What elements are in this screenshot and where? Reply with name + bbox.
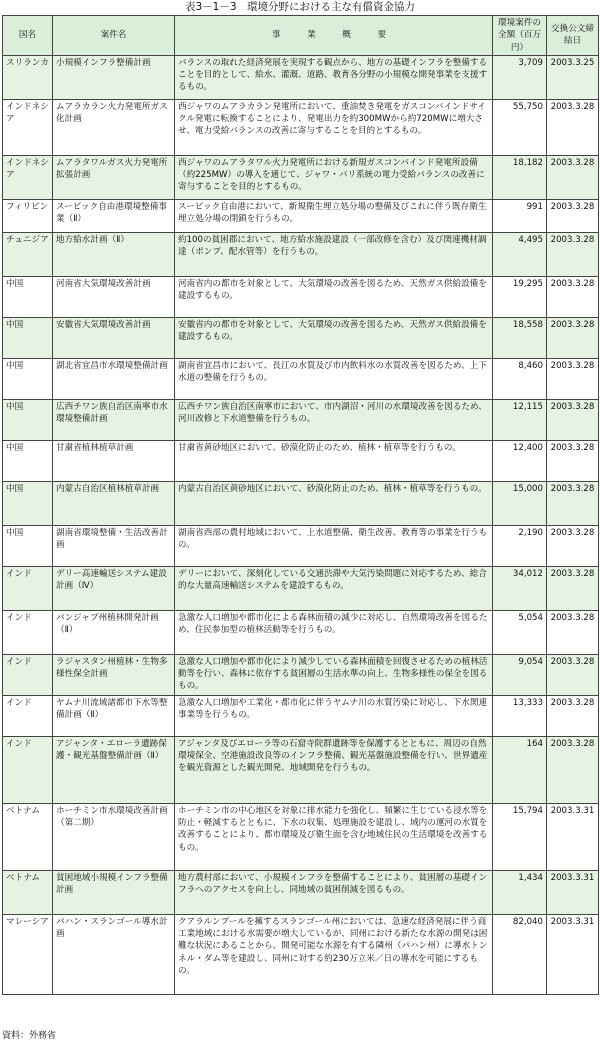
project-cell: デリー高速輸送システム建設計画（Ⅳ） — [53, 566, 175, 610]
summary-cell: 地方農村部において、小規模インフラを整備することにより、貧困層の基礎インフラへのアクセスを向上し、同地域の貧困削減を図るもの。 — [175, 870, 493, 914]
amount-cell: 15,794 — [493, 803, 547, 870]
summary-cell: 内蒙古自治区黄砂地区において、砂漠化防止のため、植林・植草等を行うもの。 — [175, 481, 493, 525]
summary-cell: デリーにおいて、深刻化している交通渋滞や大気汚染問題に対応するため、総合的な大量高速輸送システムを建設するもの。 — [175, 566, 493, 610]
summary-cell: クアラルンプールを擁するスランゴール州においては、急速な経済発展に伴う商工業地域における水需要が増大しているが、同州における新たな水源の開発は困難な状況にあることから、開発可能な水源を有する隣州（パハン州）に導水トンネル・ダム等を建設し、同州に対する約230万立米／日の導水を可能にするもの。 — [175, 914, 493, 994]
project-cell: 安徽省大気環境改善計画 — [53, 317, 175, 358]
amount-cell: 15,000 — [493, 481, 547, 525]
amount-cell: 13,333 — [493, 695, 547, 736]
project-cell: ホーチミン市水環境改善計画（第二期） — [53, 803, 175, 870]
date-cell: 2003.3.28 — [547, 276, 599, 317]
assistance-table — [2, 15, 599, 995]
summary-cell: 西ジャワのムアラタワル火力発電所における新規ガスコンバインド発電所設備（約225MW）の導入を通じて、ジャワ・バリ系統の電力受給バランスの改善に寄与することを目的とするもの。 — [175, 155, 493, 199]
date-cell: 2003.3.28 — [547, 199, 599, 232]
country-cell: インド — [3, 695, 53, 736]
country-cell: ベトナム — [3, 803, 53, 870]
amount-cell: 82,040 — [493, 914, 547, 994]
header-amount: 環境案件の全額（百万円） — [493, 16, 547, 56]
country-cell: インド — [3, 736, 53, 803]
table-row — [3, 803, 599, 870]
country-cell: インドネシア — [3, 99, 53, 155]
amount-cell: 9,054 — [493, 654, 547, 695]
amount-cell: 12,115 — [493, 399, 547, 440]
table-row — [3, 232, 599, 276]
country-cell: 中国 — [3, 481, 53, 525]
project-cell: ヤムナ川流域諸都市下水等整備計画（Ⅱ） — [53, 695, 175, 736]
table-row — [3, 736, 599, 803]
summary-cell: 河南省内の都市を対象として、大気環境の改善を図るため、天然ガス供給設備を建設するもの。 — [175, 276, 493, 317]
date-cell: 2003.3.31 — [547, 914, 599, 994]
amount-cell: 4,495 — [493, 232, 547, 276]
amount-cell: 2,190 — [493, 525, 547, 566]
amount-cell: 19,295 — [493, 276, 547, 317]
date-cell: 2003.3.28 — [547, 610, 599, 654]
date-cell: 2003.3.28 — [547, 317, 599, 358]
country-cell: インドネシア — [3, 155, 53, 199]
amount-cell: 55,750 — [493, 99, 547, 155]
source-note: 資料：外務省 — [2, 1031, 57, 1041]
header-project: 案件名 — [53, 16, 175, 56]
summary-cell: 約100の貧困郡において、地方給水施設建設（一部改修を含む）及び関連機材調達（ポンプ、配水管等）を行うもの。 — [175, 232, 493, 276]
table-row — [3, 317, 599, 358]
date-cell: 2003.3.28 — [547, 654, 599, 695]
date-cell: 2003.3.28 — [547, 440, 599, 481]
summary-cell: 急激な人口増加や都市化により減少している森林面積を回復させるための植林活動等を行い、森林に依存する貧困層の生活水準の向上、生物多様性の保全を図るもの。 — [175, 654, 493, 695]
country-cell: 中国 — [3, 276, 53, 317]
date-cell: 2003.3.28 — [547, 399, 599, 440]
project-cell: 地方給水計画（Ⅱ） — [53, 232, 175, 276]
country-cell: インド — [3, 566, 53, 610]
table-row — [3, 358, 599, 399]
project-cell: 小規模インフラ整備計画 — [53, 55, 175, 99]
date-cell: 2003.3.25 — [547, 55, 599, 99]
amount-cell: 18,558 — [493, 317, 547, 358]
table-row — [3, 566, 599, 610]
summary-cell: 広西チワン族自治区南寧市において、市内湖沼・河川の水環境改善を図るため、河川改修と下水道整備を行うもの。 — [175, 399, 493, 440]
table-row — [3, 525, 599, 566]
header-summary: 事 業 概 要 — [175, 16, 493, 56]
table-title: 表3－1－3 環境分野における主な有償資金協力 — [184, 1, 416, 13]
date-cell: 2003.3.28 — [547, 99, 599, 155]
table-row — [3, 654, 599, 695]
project-cell: 広西チワン族自治区南寧市水環境整備計画 — [53, 399, 175, 440]
amount-cell: 1,434 — [493, 870, 547, 914]
amount-cell: 991 — [493, 199, 547, 232]
date-cell: 2003.3.28 — [547, 566, 599, 610]
project-cell: 湖北省宜昌市水環境整備計画 — [53, 358, 175, 399]
table-row — [3, 276, 599, 317]
amount-cell: 12,400 — [493, 440, 547, 481]
project-cell: 内蒙古自治区植林植草計画 — [53, 481, 175, 525]
table-row — [3, 99, 599, 155]
date-cell: 2003.3.28 — [547, 695, 599, 736]
amount-cell: 3,709 — [493, 55, 547, 99]
summary-cell: 急激な人口増加や都市化による森林面積の減少に対応し、自然環境改善を図るため、住民参加型の植林活動等を行うもの。 — [175, 610, 493, 654]
amount-cell: 164 — [493, 736, 547, 803]
summary-cell: 西ジャワのムアラカラン発電所において、重油焚き発電をガスコンバインドサイクル発電に転換することにより、発電出力を約300MWから約720MWに増大させ、電力受給バランスの改善に寄与することを目的とするもの。 — [175, 99, 493, 155]
table-row — [3, 695, 599, 736]
table-row — [3, 481, 599, 525]
country-cell: マレーシア — [3, 914, 53, 994]
table-row — [3, 399, 599, 440]
project-cell: 貧困地域小規模インフラ整備計画 — [53, 870, 175, 914]
country-cell: 中国 — [3, 525, 53, 566]
table-row — [3, 155, 599, 199]
summary-cell: 湖南省宜昌市において、長江の水質及び市内飲料水の水質改善を図るため、上下水道の整備を行うもの。 — [175, 358, 493, 399]
summary-cell: アジャンタ及びエローラ等の石窟寺院群遺跡等を保護するとともに、周辺の自然環境保全、空港施設改良等のインフラ整備、観光基盤施設整備を行い、世界遺産を観光資源とした観光開発、地域開発を行うもの。 — [175, 736, 493, 803]
country-cell: インド — [3, 654, 53, 695]
date-cell: 2003.3.28 — [547, 525, 599, 566]
amount-cell: 34,012 — [493, 566, 547, 610]
country-cell: ベトナム — [3, 870, 53, 914]
amount-cell: 18,182 — [493, 155, 547, 199]
header-date: 交換公文締結日 — [547, 16, 599, 56]
table-row — [3, 870, 599, 914]
date-cell: 2003.3.28 — [547, 358, 599, 399]
summary-cell: 急激な人口増加や工業化・都市化に伴うヤムナ川の水質汚染に対応し、下水関連事業等を行うもの。 — [175, 695, 493, 736]
project-cell: 湖南省環境整備・生活改善計画 — [53, 525, 175, 566]
table-row — [3, 55, 599, 99]
table-row — [3, 199, 599, 232]
header-row — [3, 16, 599, 56]
date-cell: 2003.3.28 — [547, 481, 599, 525]
project-cell: 河南省大気環境改善計画 — [53, 276, 175, 317]
project-cell: パハン・スランゴール導水計画 — [53, 914, 175, 994]
date-cell: 2003.3.31 — [547, 870, 599, 914]
summary-cell: バランスの取れた経済発展を実現する観点から、地方の基礎インフラを整備することを目的として、給水、灌漑、道路、教育各分野の小規模な開発事業を支援するもの。 — [175, 55, 493, 99]
country-cell: スリランカ — [3, 55, 53, 99]
date-cell: 2003.3.28 — [547, 232, 599, 276]
country-cell: 中国 — [3, 440, 53, 481]
amount-cell: 8,460 — [493, 358, 547, 399]
country-cell: インド — [3, 610, 53, 654]
project-cell: ムアラカラン火力発電所ガス化計画 — [53, 99, 175, 155]
summary-cell: 甘粛省黄砂地区において、砂漠化防止のため、植林・植草等を行うもの。 — [175, 440, 493, 481]
summary-cell: 湖南省西部の農村地域において、上水道整備、衛生改善、教育等の事業を行うもの。 — [175, 525, 493, 566]
country-cell: 中国 — [3, 358, 53, 399]
country-cell: 中国 — [3, 399, 53, 440]
project-cell: パンジャブ州植林開発計画（Ⅱ） — [53, 610, 175, 654]
date-cell: 2003.3.31 — [547, 803, 599, 870]
table-row — [3, 914, 599, 994]
table-row — [3, 610, 599, 654]
summary-cell: ホーチミン市の中心地区を対象に排水能力を強化し、頻繁に生じている浸水等を防止・軽減するとともに、下水の収集、処理施設を建設し、域内の運河の水質を改善することにより、都市環境及び衛生面を含む地域住民の生活環境を改善するもの。 — [175, 803, 493, 870]
date-cell: 2003.3.28 — [547, 155, 599, 199]
country-cell: チュニジア — [3, 232, 53, 276]
project-cell: スービック自由港環境整備事業（Ⅱ） — [53, 199, 175, 232]
header-country: 国名 — [3, 16, 53, 56]
country-cell: フィリピン — [3, 199, 53, 232]
project-cell: アジャンタ・エローラ遺跡保護・観光基盤整備計画（Ⅱ） — [53, 736, 175, 803]
project-cell: ムアラタワルガス火力発電所拡張計画 — [53, 155, 175, 199]
date-cell: 2003.3.28 — [547, 736, 599, 803]
summary-cell: 安徽省内の都市を対象として、大気環境の改善を図るため、天然ガス供給設備を建設するもの。 — [175, 317, 493, 358]
project-cell: 甘粛省植林植草計画 — [53, 440, 175, 481]
project-cell: ラジャスタン州植林・生物多様性保全計画 — [53, 654, 175, 695]
summary-cell: スービック自由港において、新規衛生埋立処分場の整備及びこれに伴う既存衛生埋立処分場の閉鎖を行うもの。 — [175, 199, 493, 232]
amount-cell: 5,054 — [493, 610, 547, 654]
table-row — [3, 440, 599, 481]
country-cell: 中国 — [3, 317, 53, 358]
